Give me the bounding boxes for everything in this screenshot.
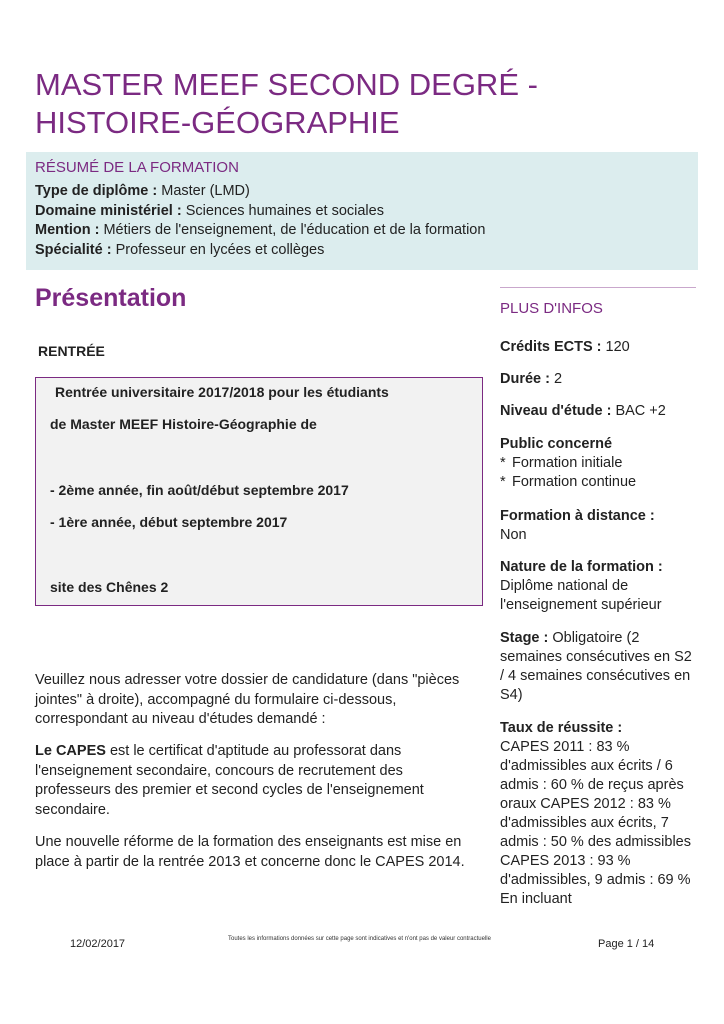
paragraph-capes <box>35 742 475 820</box>
summary-label: Mention : <box>35 222 100 238</box>
info-nature <box>500 558 696 615</box>
list-item: * Formation initiale <box>500 454 696 473</box>
footer-disclaimer: Toutes les informations données sur cette page sont indicatives et n'ont pas de valeur contractuelle <box>228 936 491 942</box>
info-niveau <box>500 402 696 421</box>
info-value: 120 <box>601 339 630 355</box>
info-value: Obligatoire (2 semaines consécutives en S2 / 4 semaines consécutives en S4) <box>500 630 692 703</box>
summary-row-speciality <box>35 241 689 261</box>
summary-value: Professeur en lycées et collèges <box>115 241 325 258</box>
info-label: Niveau d'étude : <box>500 403 612 419</box>
info-public <box>500 435 696 492</box>
summary-label: Type de diplôme : <box>35 183 158 199</box>
info-label: Taux de réussite : <box>500 720 623 736</box>
rentree-line: de Master MEEF Histoire-Géographie de <box>50 416 317 432</box>
info-label: Public concerné <box>500 436 613 452</box>
sidebar-divider <box>500 287 696 288</box>
list-item: * Formation continue <box>500 473 696 492</box>
info-value: BAC +2 <box>611 403 666 419</box>
paragraph-reforme: Une nouvelle réforme de la formation des enseignants est mise en place à partir de la rentrée 2013 et concerne donc le CAPES 2014. <box>35 834 465 870</box>
rentree-box <box>35 377 483 606</box>
footer-date: 12/02/2017 <box>70 938 126 950</box>
info-label: Durée : <box>500 371 550 387</box>
info-label: Stage : <box>500 630 549 646</box>
summary-label: Spécialité : <box>35 241 112 258</box>
info-label: Nature de la formation : <box>500 559 663 575</box>
info-taux <box>500 719 696 909</box>
info-value: 2 <box>549 371 563 387</box>
page-number: Page 1 / 14 <box>598 938 655 950</box>
rentree-line: site des Chênes 2 <box>50 579 169 595</box>
rentree-line: Rentrée universitaire 2017/2018 pour les étudiants <box>55 384 389 400</box>
summary-panel <box>26 152 698 270</box>
info-value: CAPES 2011 : 83 % d'admissibles aux écrits / 6 admis : 60 % de reçus après oraux CAPES 2012 : 83 % d'admissibles aux écrits, 7 admis : 50 % des admissibles CAPES 2013 : 93 % d'admissibles, 9 admis : 69 % En incluant <box>500 739 691 907</box>
page-title <box>35 66 695 142</box>
presentation-heading: Présentation <box>35 284 187 312</box>
summary-row-mention <box>35 221 689 241</box>
summary-row-diploma <box>35 182 689 202</box>
capes-text: est le certificat d'aptitude au professorat dans l'enseignement secondaire, concours de recrutement des professeurs des premier et second cycles de l'enseignement secondaire. <box>35 743 424 818</box>
summary-row-domain <box>35 202 689 222</box>
info-label: Crédits ECTS : <box>500 339 602 355</box>
capes-bold: Le CAPES <box>35 743 106 759</box>
sidebar-title: PLUS D'INFOS <box>500 300 603 317</box>
summary-title: RÉSUMÉ DE LA FORMATION <box>35 159 239 176</box>
rentree-label: RENTRÉE <box>38 343 105 359</box>
summary-value: Sciences humaines et sociales <box>185 202 384 219</box>
info-stage <box>500 629 696 705</box>
info-distance <box>500 507 696 545</box>
sidebar-info <box>500 287 696 318</box>
info-value: Non <box>500 527 527 543</box>
summary-value: Master (LMD) <box>161 183 250 199</box>
rentree-line: - 1ère année, début septembre 2017 <box>50 514 288 530</box>
public-list <box>500 454 696 492</box>
rentree-line: - 2ème année, fin août/début septembre 2017 <box>50 482 349 498</box>
paragraph-candidature: Veuillez nous adresser votre dossier de candidature (dans "pièces jointes" à droite), accompagné du formulaire ci-dessous, correspondant au niveau d'études demandé : <box>35 672 460 727</box>
summary-value: Métiers de l'enseignement, de l'éducation et de la formation <box>103 222 486 238</box>
info-label: Formation à distance : <box>500 508 655 524</box>
title-line-1: MASTER MEEF SECOND DEGRÉ - <box>35 67 538 102</box>
info-credits <box>500 338 696 357</box>
info-value: Diplôme national de l'enseignement supérieur <box>500 578 662 613</box>
summary-label: Domaine ministériel : <box>35 202 182 219</box>
title-line-2: HISTOIRE-GÉOGRAPHIE <box>35 105 400 140</box>
info-duree <box>500 370 696 389</box>
